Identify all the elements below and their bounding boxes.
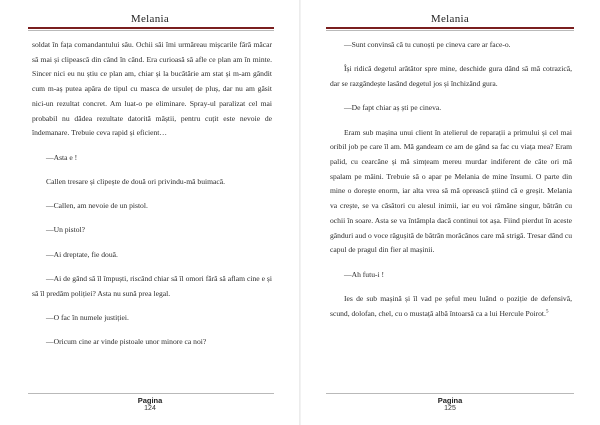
page-number: 125 [444,405,456,412]
header-rule [28,27,274,29]
page-body [330,38,572,331]
footer-rule [326,393,574,394]
paragraph: soldat în fața comandantului său. Ochii săi îmi urmăreau mișcarile fără măcar să mai și clipească din când în când. Era curioasă să afle ce plan am în minte. Sincer nici eu nu știu ce plan am, chiar și la bucătărie am stat și m-am gândit cum m-aș putea apăra de tipul cu masca de ursuleț de pluș, dar nu am găsit nici-un rezultat concret. Am luat-o pe eliminare. Spray-ul paralizat cel mai probabil nu dădea rezultate datorită măștii, pentru cuțit este nevoie de îndemanare. Trebuie ceva rapid și eficient… [32,40,272,138]
footer-label: Pagina [137,396,163,405]
running-title: Melania [130,13,170,25]
header-rule [326,27,574,29]
footer-label: Pagina [437,396,463,405]
paragraph: —O fac în numele justiției. [46,313,129,322]
header-rule-thin [326,30,574,31]
paragraph: —Un pistol? [46,225,86,235]
header-rule-thin [28,30,274,31]
footnote-mark[interactable]: 5 [545,308,549,314]
page-number: 124 [144,405,156,412]
paragraph: —Sunt convinsă că tu cunoști pe cineva care ar face-o. [344,40,511,49]
paragraph: Își ridică degetul arătător spre mine, deschide gura dând să mă cotrazică, dar se razgândește lasând degetul jos și închizând gura. [330,64,572,88]
paragraph: —Ah futu-i ! [344,269,385,279]
paragraph: —Asta e ! [46,152,78,162]
running-title: Melania [430,13,470,25]
footer-rule [28,393,274,394]
page-body [32,38,272,360]
paragraph: —Callen, am nevoie de un pistol. [46,201,148,211]
paragraph: —Oricum cine ar vinde pistoale unor minore ca noi? [46,337,207,347]
paragraph-with-footnote [330,292,572,321]
paragraph: —De fapt chiar aș ști pe cineva. [344,103,442,113]
paragraph: —Ai de gând să îl împuști, riscând chiar să îl omori fără să aflam cine e și să îl predăm poliției? Asta nu sună prea legal. [32,274,272,298]
paragraph-text: Ies de sub mașină și îl vad pe șeful meu luând o poziție de defensivă, scund, dolofan, chel, cu o mustață albă întoarsă ca a lui Hercule Poirot. [330,293,572,318]
paragraph: Eram sub mașina unui client în atelierul de reparații a primului și cel mai oribil job pe care îl am. Mă gandeam ce am de gând sa fac cu viața mea? Eram palid, cu cearcăne și mă simțeam mereu murdar indiferent de câte ori mă spalam pe mâini. Trebuie să o apar pe Melania de mine însumi. O parte din mine o dorește enorm, iar alta vrea să mă oprească știind că e greșit. Melania va crește, se va căsători cu alesul inimii, iar eu voi rămâne singur, bătrân cu ochii în soare. Asta se va întâmpla dacă continui tot așa. Fiind pierdut în aceste gânduri aud o voce răgușită de bătrân morăcănos care mă strigă. Tresar dând cu capul de pragul din fier al mașinii. [330,127,572,255]
paragraph: —Ai dreptate, fie două. [46,249,118,259]
right-page [300,0,600,425]
paragraph: Callen tresare și clipește de două ori privindu-mă buimacă. [46,176,226,186]
